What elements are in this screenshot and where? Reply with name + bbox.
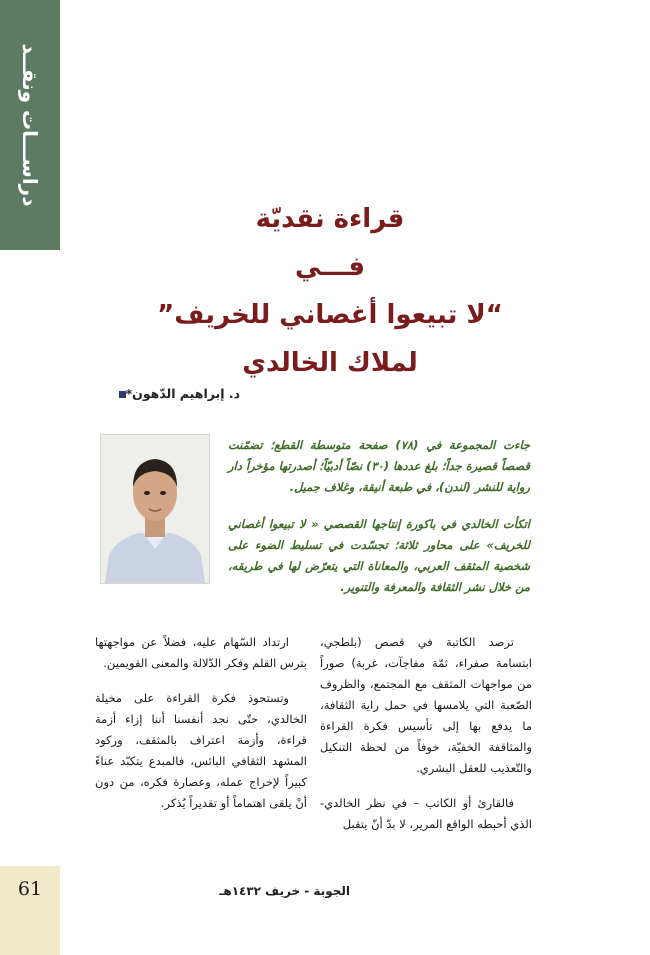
author-name: د. إبراهيم الدّهون* (125, 386, 240, 401)
author-marker-icon (119, 391, 126, 398)
section-tab (0, 0, 60, 250)
body-column-left (95, 632, 307, 828)
body-paragraph: ترصد الكاتبة في قصص (بلطجي، ابتسامة صفراء، ثمّة مفاجآت، غربة) صوراً من مواجهات المثقف مع المجتمع، والظروف الصّعبة التي يلامسها في حمل راية الثقافة، ما يدفع بها إلى تأسيس فكرة القراءة والمثاقفة الخفيّة، خوفاً من لحظة التنكيل والتّعذيب للعقل البشري. (320, 635, 532, 775)
body-column-right (320, 632, 532, 849)
body-paragraph: وتستحوذ فكرة القراءة على مخيلة الخالدي، حتّى نجد أنفسنا أننا إزاء أزمة قراءة، وأزمة اعتراف بالمثقف، وركود المشهد الثقافي البائس، فالمبدع يتكبّد عناءً كبيراً لإخراج عمله، وعصارة فكره، من دون أنْ يلقى اهتماماً أو تقديراً يُذكر. (95, 691, 307, 810)
author-photo (100, 434, 210, 584)
title-line-1: قراءة نقديّة (255, 204, 405, 234)
author-byline (90, 386, 240, 401)
article-title (140, 195, 520, 387)
author-portrait-icon (101, 435, 209, 583)
title-line-2: فـــي (295, 252, 365, 282)
title-line-3: “لا تبيعوا أغصاني للخريف” (157, 300, 503, 330)
footer-journal: الجوبة - خريف ١٤٣٢هـ (219, 884, 350, 898)
section-tab-label: دراســـات ونقــد (18, 43, 42, 207)
page-number: 61 (17, 878, 43, 900)
intro-section (228, 435, 530, 614)
intro-paragraph: جاءت المجموعة في (٧٨) صفحة متوسطة القطع؛ تضمّنت قصصاً قصيرة جداً؛ بلغ عددها (٣٠) نصّاً أدبيّاً؛ أصدرتها مؤخراً دار رواية للنشر (لندن)، في طبعة أنيقة، وغلاف جميل. (228, 438, 530, 494)
body-paragraph: فالقارئ أو الكاتب – في نظر الخالدي- الذي أحبطه الواقع المرير، لا بدّ أنّ يتقبل (320, 796, 532, 831)
title-line-4: لملاك الخالدي (242, 348, 418, 378)
body-paragraph: ارتداد السّهام عليه، فضلاً عن مواجهتها بترس القلم وفكر الدّلالة والمعنى القويمين. (95, 635, 307, 670)
intro-paragraph: اتكأت الخالدي في باكورة إنتاجها القصصي « لا تبيعوا أغصاني للخريف» على محاور ثلاثة؛ تجسّدت في تسليط الضوء على شخصية المثقف العربي، والمعاناة التي يتعرّض لها في طريقه، من خلال نشر الثقافة والمعرفة والتنوير. (228, 517, 530, 594)
